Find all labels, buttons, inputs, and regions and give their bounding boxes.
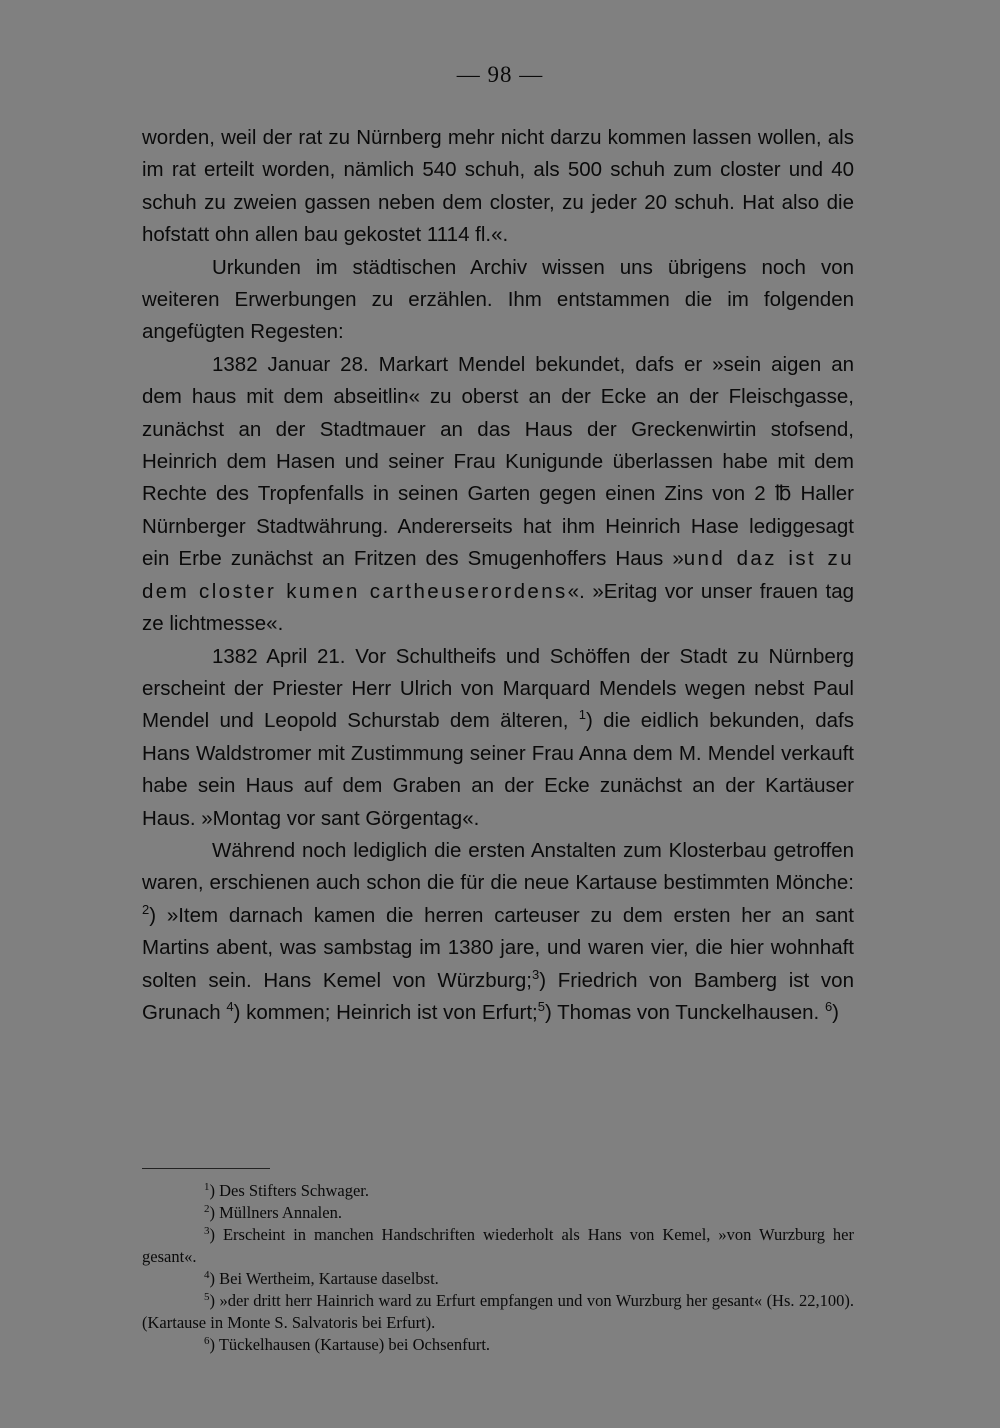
footnote-5: $^5$) »der dritt herr Hainrich ward zu Erfurt empfangen und von Wurzburg her gesant« (Hs. 22,100). (Kartause in Monte S. Salvatoris bei Erfurt).: [142, 1291, 854, 1332]
footnote-ref-4[interactable]: 4: [226, 998, 234, 1014]
regest-text-b: «. »Eritag vor unser frauen tag ze lichtmesse«.: [142, 579, 854, 636]
paragraph-5-text-a: Während noch lediglich die ersten Anstalten zum Klosterbau getroffen waren, erschienen auch schon die für die neue Kartause bestimmten Mönche:: [142, 838, 854, 895]
footnote-mark: 5: [204, 1291, 210, 1303]
paragraph-2-text: Urkunden im städtischen Archiv wissen uns übrigens noch von weiteren Erwerbungen zu erzählen. Ihm entstammen die im folgenden angefügten Regesten:: [142, 255, 854, 344]
footnote-2: $^2$) Müllners Annalen.: [204, 1203, 342, 1222]
paragraph-regest-1382-januar: [142, 349, 854, 641]
footnote-ref-3[interactable]: 3: [531, 966, 540, 982]
footnote-ref-1[interactable]: 1: [578, 707, 586, 723]
page-number: — 98 —: [456, 62, 544, 87]
footnote-4: $^4$) Bei Wertheim, Kartause daselbst.: [204, 1269, 439, 1288]
footnote-mark: 6: [204, 1335, 210, 1347]
paragraph-5: Während noch lediglich die ersten Anstalten zum Klosterbau getroffen waren, erschienen auch schon die für die neue Kartause bestimmten Mönche: $^2$) »Item darnach kamen die herren carteuser zu dem ersten her an sant Martins abent, was sambstag im 1380 jare, und waren vier, die hier wohnhaft solten sein. Hans Kemel von Würzburg;$^3$) Friedrich von Bamberg ist von Grunach $^4$) kommen; Heinrich ist von Erfurt;$^5$) Thomas von Tunckelhausen. $^6$): [142, 838, 854, 1024]
regest-text-a: 1382 Januar 28. Markart Mendel bekundet, dafs er »sein aigen an dem haus mit dem abseitlin« zu oberst an der Ecke an der Fleischgasse, zunächst an der Stadtmauer an das Haus der Greckenwirtin stofsend, Heinrich dem Hasen und seiner Frau Kunigunde überlassen habe mit dem Rechte des Tropfenfalls in seinen Garten gegen einen Zins von 2 ℔ Haller Nürnberger Stadtwährung. Andererseits hat ihm Heinrich Hase lediggesagt ein Erbe zunächst an Fritzen des Smugenhoffers Haus »: [142, 352, 854, 571]
footnote-divider: [142, 1168, 270, 1169]
paragraph-5-text-c: Friedrich von Bamberg ist von Grunach: [142, 968, 854, 1024]
footnote-text: Bei Wertheim, Kartause daselbst.: [215, 1269, 439, 1288]
body-text: [142, 122, 854, 1029]
footnotes: [142, 1180, 854, 1356]
footnote-text: Tückelhausen (Kartause) bei Ochsenfurt.: [215, 1335, 491, 1354]
regest-spaced-quote: und daz ist zu dem closter kumen cartheuserordens: [142, 547, 854, 603]
footnote-mark: 2: [204, 1203, 210, 1215]
footnote-text: Müllners Annalen.: [215, 1203, 342, 1222]
footnote-3: $^3$) Erscheint in manchen Handschriften wiederholt als Hans von Kemel, »von Wurzburg her gesant«.: [142, 1225, 854, 1266]
paragraph-5-text-d: kommen; Heinrich ist von Erfurt;: [240, 1000, 538, 1024]
footnote-ref-6[interactable]: 6: [824, 998, 833, 1014]
paragraph-5-text-b: »Item darnach kamen die herren carteuser zu dem ersten her an sant Martins abent, was sambstag im 1380 jare, und waren vier, die hier wohnhaft solten sein. Hans Kemel von Würzburg;: [142, 903, 854, 992]
paragraph-1-text: worden, weil der rat zu Nürnberg mehr nicht darzu kommen lassen wollen, als im rat erteilt worden, nämlich 540 schuh, als 500 schuh zum closter und 40 schuh zu zweien gassen neben dem closter, zu jeder 20 schuh. Hat also die hofstatt ohn allen bau gekostet 1114 fl.«.: [142, 126, 854, 247]
footnote-ref-5[interactable]: 5: [537, 998, 545, 1014]
footnote-6: $^6$) Tückelhausen (Kartause) bei Ochsenfurt.: [204, 1335, 491, 1354]
footnote-text: Erscheint in manchen Handschriften wiederholt als Hans von Kemel, »von Wurzburg her gesant«.: [142, 1225, 854, 1266]
footnote-mark: 4: [204, 1269, 210, 1281]
footnote-mark: 1: [204, 1181, 210, 1193]
paragraph-5-text-e: Thomas von Tunckelhausen.: [551, 1000, 820, 1024]
regest-april-text-a: 1382 April 21. Vor Schultheifs und Schöffen der Stadt zu Nürnberg erscheint der Priester Herr Ulrich von Marquard Mendels wegen nebst Paul Mendel und Leopold Schurstab dem älteren,: [142, 644, 854, 733]
paragraph-2: [142, 252, 854, 349]
footnote-text: »der dritt herr Hainrich ward zu Erfurt empfangen und von Wurzburg her gesant« (Hs. 22,100). (Kartause in Monte S. Salvatoris bei Erfurt).: [142, 1291, 854, 1332]
footnote-ref-2[interactable]: 2: [142, 901, 150, 917]
footnote-1: $^1$) Des Stifters Schwager.: [204, 1181, 369, 1200]
regest-april-text-b: die eidlich bekunden, dafs Hans Waldstromer mit Zustimmung seiner Frau Anna dem M. Mendel verkauft habe sein Haus auf dem Graben an der Ecke zunächst an der Kartäuser Haus. »Montag vor sant Görgentag«.: [142, 709, 854, 830]
footnote-mark: 3: [204, 1225, 210, 1237]
paragraph-regest-1382-april: 1382 April 21. Vor Schultheifs und Schöffen der Stadt zu Nürnberg erscheint der Priester Herr Ulrich von Marquard Mendels wegen nebst Paul Mendel und Leopold Schurstab dem älteren, $^1$) die eidlich bekunden, dafs Hans Waldstromer mit Zustimmung seiner Frau Anna dem M. Mendel verkauft habe sein Haus auf dem Graben an der Ecke zunächst an der Kartäuser Haus. »Montag vor sant Görgentag«.: [142, 644, 854, 830]
paragraph-1: [142, 122, 854, 252]
footnote-text: Des Stifters Schwager.: [215, 1181, 369, 1200]
